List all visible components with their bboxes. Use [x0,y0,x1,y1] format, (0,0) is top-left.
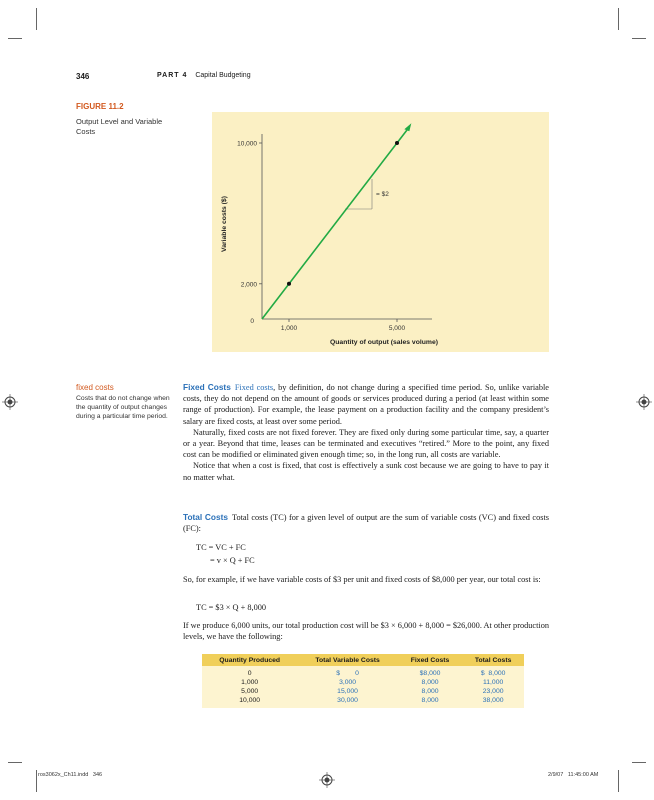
table-cell: $ 0 [297,666,397,678]
table-cell: 8,000 [398,696,462,708]
table-row [202,696,524,708]
table-cell: 15,000 [297,687,397,696]
paragraph [183,512,549,534]
crop-mark [618,8,619,30]
table-cell: 8,000 [398,687,462,696]
equation: TC = VC + FC [196,543,246,552]
column-header: Total Variable Costs [297,654,397,666]
section-heading: Total Costs [183,512,228,522]
table-row [202,666,524,678]
y-axis-label: Variable costs ($) [221,196,228,252]
table-row [202,687,524,696]
x-tick-label: 5,000 [388,325,406,332]
table-cell: $8,000 [398,666,462,678]
column-header: Quantity Produced [202,654,297,666]
column-header: Total Costs [462,654,524,666]
paragraph-text: Total costs (TC) for a given level of output are the sum of variable costs (VC) and fixed costs (FC): [183,513,549,534]
table-cell: $ 8,000 [462,666,524,678]
table-row [202,678,524,687]
registration-mark-icon [2,394,18,410]
series-line [262,128,408,319]
table-cell: 8,000 [398,678,462,687]
key-term: Fixed costs [234,383,274,392]
series-arrowhead [404,123,411,131]
paragraph [183,382,549,427]
origin-label: 0 [250,318,254,325]
equation: = v × Q + FC [210,556,255,565]
part-label: PART 4 [157,72,188,79]
x-axis-label: Quantity of output (sales volume) [329,339,439,346]
crop-mark [8,38,22,39]
fixed-costs-section [183,382,549,483]
crop-mark [632,762,646,763]
registration-mark-icon [319,772,335,788]
paragraph: Notice that when a cost is fixed, that cost is effectively a sunk cost because we are going to have to pay it no matter what. [183,461,549,482]
equation: TC = $3 × Q + 8,000 [196,603,267,612]
crop-mark [36,8,37,30]
y-tick-label: 2,000 [240,281,257,289]
table-cell: 5,000 [202,687,297,696]
footer-timestamp: 2/9/07 11:45:00 AM [548,772,599,778]
running-header [157,72,251,79]
paragraph: Naturally, fixed costs are not fixed forever. They are fixed only during some particular time, say, a quarter or a year. Beyond that time, leases can be terminated and executives “retired.” More to the point, any fixed cost can be modified or eliminated given enough time; so, in the long run, all costs are variable. [183,427,549,460]
paragraph-text: , by definition, do not change during a specified time period. So, unlike variable costs, they do not depend on the amount of goods or services produced during a period (at least within some range of production). For example, the lease payment on a production facility and the company president’s salary are fixed costs, at least over some period. [183,383,549,426]
figure-label: FIGURE 11.2 [76,102,124,111]
table-header-row [202,654,524,666]
paragraph: So, for example, if we have variable costs of $3 per unit and fixed costs of $8,000 per year, our total cost is: [183,575,541,584]
table-cell: 38,000 [462,696,524,708]
margin-definition: Costs that do not change when the quantity of output changes during a particular time period. [76,395,170,420]
footer-file-info: ros3062x_Ch11.indd 346 [38,772,103,778]
table-cell: 10,000 [202,696,297,708]
data-point [287,282,291,286]
total-cost-table [202,654,524,708]
y-tick-label: 10,000 [237,140,257,148]
x-tick-label: 1,000 [280,325,298,332]
part-title: Capital Budgeting [195,72,251,79]
crop-mark [618,770,619,792]
data-point [395,141,399,145]
crop-mark [8,762,22,763]
table-cell: 30,000 [297,696,397,708]
table-cell: 3,000 [297,678,397,687]
paragraph: If we produce 6,000 units, our total production cost will be $3 × 6,000 + 8,000 = $26,000. At other production levels, we have the following: [183,621,549,642]
slope-annotation: = $2 [376,191,389,198]
crop-mark [632,38,646,39]
figure-caption: Output Level and Variable Costs [76,117,163,136]
section-heading: Fixed Costs [183,382,231,392]
page-number: 346 [76,72,90,81]
total-costs-section [183,512,549,534]
column-header: Fixed Costs [398,654,462,666]
margin-term: fixed costs [76,383,114,392]
table-cell: 11,000 [462,678,524,687]
registration-mark-icon [636,394,652,410]
table-cell: 0 [202,666,297,678]
table-cell: 23,000 [462,687,524,696]
crop-mark [36,770,37,792]
variable-cost-chart [212,112,549,352]
table-cell: 1,000 [202,678,297,687]
